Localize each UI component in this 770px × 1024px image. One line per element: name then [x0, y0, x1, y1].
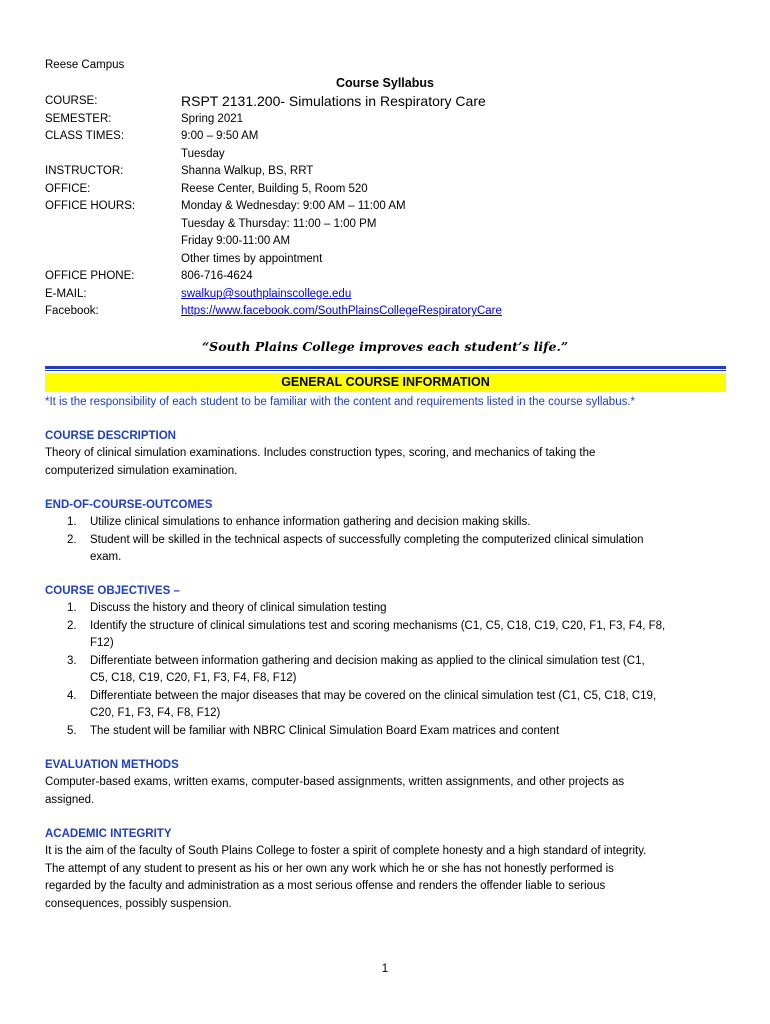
- course-description-text: [45, 445, 725, 480]
- list-number: 1.: [67, 516, 77, 528]
- page-number: 1: [381, 963, 389, 975]
- list-line: Identify the structure of clinical simulations test and scoring mechanisms (C1, C5, C18, C19, C20, F1, F3, F4, F8,: [90, 619, 666, 632]
- divider-rule-thin: [45, 370, 726, 371]
- divider-rule: [45, 366, 726, 369]
- general-info-title: GENERAL COURSE INFORMATION: [281, 375, 490, 389]
- course-value: RSPT 2131.200- Simulations in Respiratory Care: [181, 93, 486, 109]
- paragraph-line: assigned.: [45, 793, 95, 806]
- facebook-label: Facebook:: [45, 305, 99, 317]
- office-hours-line: Friday 9:00-11:00 AM: [181, 235, 291, 247]
- document-title: Course Syllabus: [336, 76, 434, 90]
- general-info-banner: [45, 373, 726, 392]
- office-hours-row: [45, 233, 735, 250]
- paragraph-line: The attempt of any student to present as his or her own any work which he or she has not honestly performed is: [45, 862, 614, 875]
- semester-row: [45, 111, 735, 128]
- course-row: [45, 93, 735, 110]
- email-label: E-MAIL:: [45, 288, 87, 300]
- email-row: [45, 286, 735, 303]
- semester-label: SEMESTER:: [45, 113, 112, 125]
- phone-label: OFFICE PHONE:: [45, 270, 135, 282]
- email-link[interactable]: swalkup@southplainscollege.edu: [181, 288, 352, 300]
- instructor-label: INSTRUCTOR:: [45, 165, 124, 177]
- office-hours-label: OFFICE HOURS:: [45, 200, 136, 212]
- outcomes-list: [45, 514, 725, 567]
- list-item: [45, 688, 725, 723]
- objectives-heading: COURSE OBJECTIVES –: [45, 585, 180, 597]
- office-hours-row: [45, 251, 735, 268]
- class-day-value: Tuesday: [181, 148, 225, 160]
- responsibility-note: *It is the responsibility of each student to be familiar with the content and requirements listed in the course syllabus.*: [45, 396, 636, 408]
- class-times-value: 9:00 – 9:50 AM: [181, 130, 259, 142]
- list-line: C20, F1, F3, F4, F8, F12): [90, 707, 221, 719]
- list-number: 3.: [67, 654, 77, 667]
- list-number: 2.: [67, 533, 77, 546]
- semester-value: Spring 2021: [181, 113, 244, 125]
- campus-name: Reese Campus: [45, 59, 125, 71]
- paragraph-line: Theory of clinical simulation examinations. Includes construction types, scoring, and mechanics of taking the: [45, 447, 596, 459]
- facebook-link[interactable]: https://www.facebook.com/SouthPlainsCollegeRespiratoryCare: [181, 305, 502, 317]
- list-item: [45, 653, 725, 688]
- paragraph-line: consequences, possibly suspension.: [45, 897, 232, 910]
- list-number: 4.: [67, 689, 77, 702]
- list-line: F12): [90, 637, 114, 649]
- office-hours-line: Other times by appointment: [181, 253, 323, 265]
- office-hours-row: [45, 216, 735, 233]
- office-row: [45, 181, 735, 198]
- office-hours-line: Tuesday & Thursday: 11:00 – 1:00 PM: [181, 218, 377, 230]
- list-item: [45, 532, 725, 567]
- list-line: Discuss the history and theory of clinical simulation testing: [90, 602, 387, 614]
- class-day-row: [45, 146, 735, 163]
- evaluation-heading: EVALUATION METHODS: [45, 759, 179, 771]
- list-line: The student will be familiar with NBRC Clinical Simulation Board Exam matrices and content: [90, 724, 560, 737]
- integrity-heading: ACADEMIC INTEGRITY: [45, 828, 172, 840]
- list-line: exam.: [90, 551, 122, 563]
- list-line: Differentiate between information gathering and decision making as applied to the clinical simulation test (C1,: [90, 654, 645, 667]
- office-hours-row: [45, 198, 735, 215]
- list-number: 5.: [67, 724, 77, 737]
- instructor-row: [45, 163, 735, 180]
- list-line: Differentiate between the major diseases that may be covered on the clinical simulation test (C1, C5, C18, C19,: [90, 689, 657, 702]
- evaluation-text: [45, 774, 725, 809]
- course-description-heading: COURSE DESCRIPTION: [45, 430, 176, 442]
- paragraph-line: regarded by the faculty and administration as a most serious offense and renders the offender liable to serious: [45, 880, 606, 892]
- phone-row: [45, 268, 735, 285]
- office-hours-line: Monday & Wednesday: 9:00 AM – 11:00 AM: [181, 200, 406, 212]
- college-motto: “South Plains College improves each student’s life.”: [201, 339, 569, 354]
- class-times-label: CLASS TIMES:: [45, 130, 125, 142]
- list-line: Utilize clinical simulations to enhance information gathering and decision making skills.: [90, 516, 531, 528]
- list-number: 2.: [67, 619, 77, 632]
- list-line: C5, C18, C19, C20, F1, F3, F4, F8, F12): [90, 672, 297, 684]
- office-label: OFFICE:: [45, 183, 91, 195]
- instructor-value: Shanna Walkup, BS, RRT: [181, 165, 314, 177]
- integrity-text: [45, 843, 725, 913]
- office-value: Reese Center, Building 5, Room 520: [181, 183, 368, 195]
- list-line: Student will be skilled in the technical aspects of successfully completing the computerized clinical simulation: [90, 533, 644, 546]
- class-times-row: [45, 128, 735, 145]
- phone-value: 806-716-4624: [181, 270, 253, 282]
- facebook-row: [45, 303, 735, 320]
- list-item: [45, 600, 725, 618]
- list-item: [45, 723, 725, 741]
- list-item: [45, 618, 725, 653]
- list-number: 1.: [67, 602, 77, 614]
- objectives-list: [45, 600, 725, 740]
- outcomes-heading: END-OF-COURSE-OUTCOMES: [45, 499, 213, 511]
- list-item: [45, 514, 725, 532]
- paragraph-line: computerized simulation examination.: [45, 464, 238, 477]
- paragraph-line: Computer-based exams, written exams, computer-based assignments, written assignments, and other projects as: [45, 776, 625, 788]
- paragraph-line: It is the aim of the faculty of South Plains College to foster a spirit of complete honesty and a high standard of integrity.: [45, 845, 647, 857]
- course-label: COURSE:: [45, 95, 98, 107]
